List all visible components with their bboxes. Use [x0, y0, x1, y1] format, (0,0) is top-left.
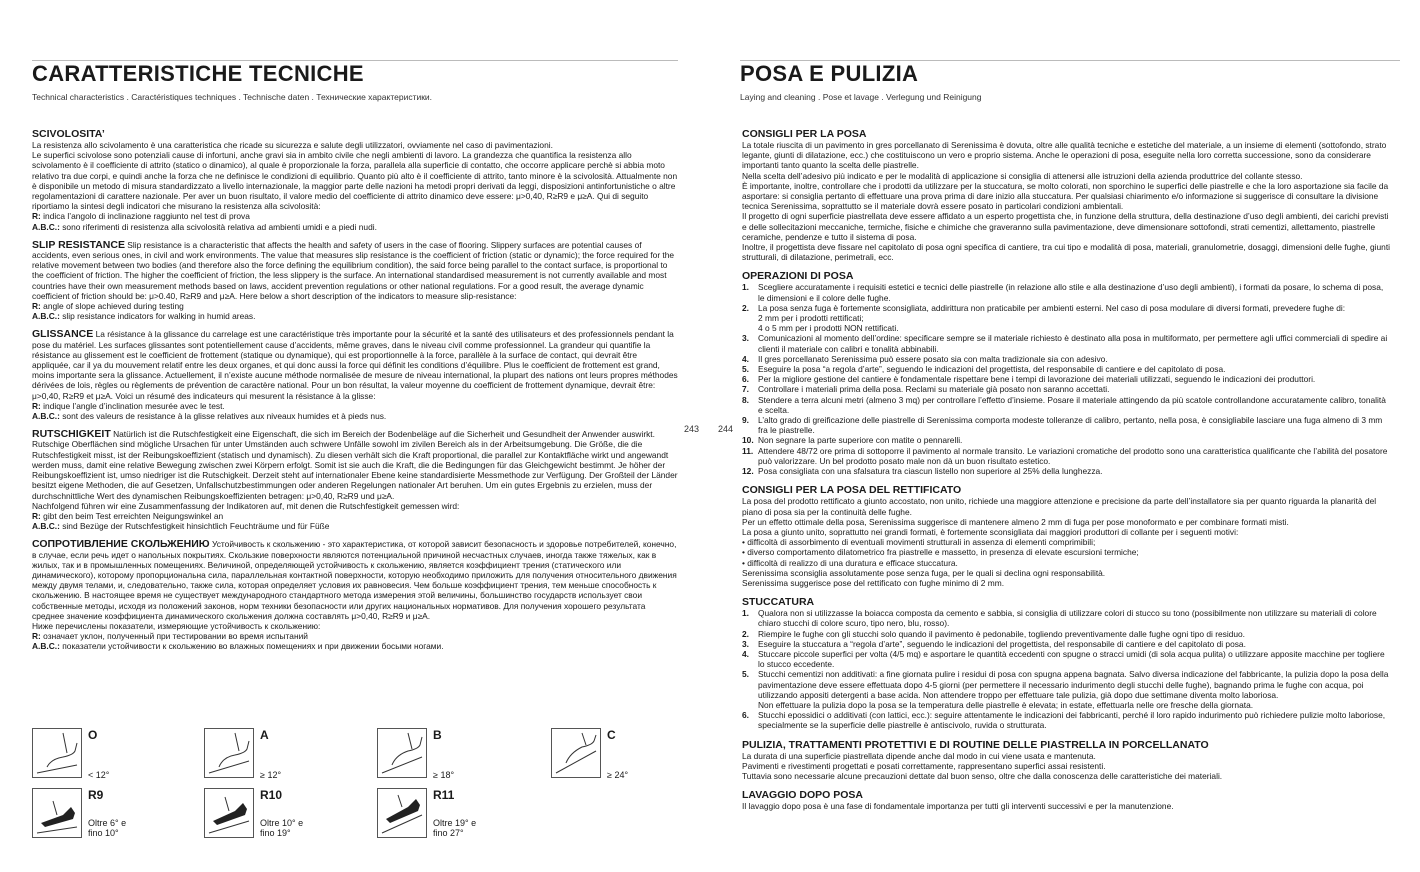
r-definition: R: indica l’angolo di inclinazione raggiunto nel test di prova [32, 211, 250, 222]
indicator-label: R10 [260, 788, 283, 802]
section-pulizia [742, 739, 1392, 782]
section-stuccatura [742, 596, 1392, 730]
list-item: 2 mm per i prodotti rettificati; [758, 313, 864, 324]
slip-indicator-a [204, 728, 364, 784]
paragraph: La totale riuscita di un pavimento in gres porcellanato di Serenissima è dovuta, oltre alle qualità tecniche e estetiche del materiale, a un insieme di elementi (sottofondo, strato legante, giunti di dilatazione, ecc.) che costituiscono un vero e proprio sistema. Anche le operazioni di posa, eseguite nella loro corretta successione, sono da considerare importanti tanto quanto la scelta delle piastrelle. [742, 140, 1387, 171]
section-heading: PULIZIA, TRATTAMENTI PROTETTIVI E DI ROUTINE DELLE PIASTRELLA IN PORCELLANATO [742, 738, 1209, 751]
section-heading: OPERAZIONI DI POSA [742, 270, 854, 283]
page-title: POSA E PULIZIA [740, 61, 919, 86]
list-item: 10. Non segnare la parte superiore con matite o pennarelli. [742, 435, 963, 446]
section-heading: CONSIGLI PER LA POSA [742, 128, 867, 140]
page-subtitle: Laying and cleaning . Pose et lavage . Verlegung und Reinigung [740, 92, 982, 102]
section-heading: SLIP RESISTANCE [32, 238, 125, 251]
slip-indicator-o [32, 728, 192, 784]
section-heading: LAVAGGIO DOPO POSA [742, 789, 863, 802]
section-en [32, 240, 678, 322]
bullet-item: • difficoltà di realizzo di una duratura e efficace stuccatura. [742, 557, 958, 568]
paragraph: La durata di una superficie piastrellata dipende anche dal modo in cui viene usata e mantenuta. [742, 750, 1096, 761]
list-item: 6. Stucchi epossidici o additivati (con lattici, ecc.): seguire attentamente le indicazioni dei fabbricanti, perché il loro rapido indurimento può richiedere pulizie molto laboriose, specialmente se la superficie delle piastrelle è antiscivolo, ruvida o strutturata. [742, 710, 1386, 731]
r-definition: R: gibt den beim Test erreichten Neigungswinkel an [32, 510, 224, 521]
paragraph: Nachfolgend führen wir eine Zusammenfassung der Indikatoren auf, mit denen die Rutschfestigkeit gemessen wird: [32, 500, 460, 511]
paragraph: Nella scelta dell’adesivo più indicato e per le modalità di applicazione si consiglia di attenersi alle istruzioni della azienda produttrice del collante stesso. [742, 170, 1303, 181]
right-page [710, 0, 1420, 872]
slip-indicator-c [551, 728, 710, 784]
paragraph: Tuttavia sono necessarie alcune precauzioni dettate dal buon senso, oltre che dalla conoscenza delle caratteristiche dei materiali. [742, 770, 1223, 781]
list-item: 9. L’alto grado di greificazione delle piastrelle di Serenissima comporta modeste tolleranze di calibro, pertanto, nella posa, è consigliabile lasciare una fuga almeno di 3 mm fra le piastrelle. [742, 415, 1383, 436]
paragraph: Serenissima suggerisce pose del rettificato con fughe minimo di 2 mm. [742, 577, 1005, 588]
indicator-caption: ≥ 18° [433, 770, 455, 780]
indicator-caption: Oltre 6° e fino 10° [88, 818, 127, 838]
bare-foot-ramp-icon [204, 728, 254, 778]
paragraph: Serenissima sconsiglia assolutamente pose senza fuga, per le quali si declina ogni responsabilità. [742, 567, 1106, 578]
list-item: Non effettuare la pulizia dopo la posa se la temperatura delle piastrelle è elevata; in estate, effettuarla nelle ore fresche della giornata. [758, 699, 1254, 710]
page-title: CARATTERISTICHE TECNICHE [32, 61, 364, 86]
paragraph: Il progetto di ogni superficie piastrellata deve essere affidato a un esperto progettista che, in funzione della struttura, della destinazione d’uso degli ambienti, dei carichi previsti e delle sollecitazioni meccaniche, termiche, fisiche e chimiche che graveranno sulla pavimentazione, deve dimensionare sottofondi, strati cementizi, allettamento, piastrelle ceramiche, pendenze e tutto il sistema di posa. [742, 211, 1389, 242]
list-item: 11. Attendere 48/72 ore prima di sottoporre il pavimento al normale transito. Le variazioni cromatiche del prodotto sono una caratteristica qualificante che l’abilità del posatore può valorizzare. Un bel prodotto posato male non dà un buon risultato estetico. [742, 445, 1388, 466]
shoe-ramp-icon [32, 788, 82, 838]
section-heading: CONSIGLI PER LA POSA DEL RETTIFICATO [742, 484, 962, 497]
section-ru [32, 539, 678, 651]
paragraph: È importante, inoltre, controllare che i prodotti da utilizzare per la stuccatura, se molto colorati, non sporchino le superfici delle piastrelle e che la loro asportazione sia facile da asportare: si consiglia pertanto di effettuare una prova prima di dare inizio alla stuccatura. Per qualsiasi chiarimento e/o informazione si suggerisce di consultare la divisione tecnica Serenissima, soprattutto se il materiale dovrà essere posato in particolari condizioni ambientali. [742, 180, 1389, 212]
list-item: 2. Riempire le fughe con gli stucchi solo quando il pavimento è pedonabile, togliendo preventivamente dalle fughe ogni tipo di residuo. [742, 628, 1245, 639]
slip-indicator-r9 [32, 788, 192, 844]
bare-foot-ramp-icon [377, 728, 427, 778]
right-body [742, 128, 1392, 819]
list-item: 5. Stucchi cementizi non additivati: a fine giornata pulire i residui di posa con spugna appena bagnata. Salvo diversa indicazione del fabbricante, la pulizia dopo la posa della pavimentazione deve essere effettuata dopo 4-5 giorni (per permettere il necessario indurimento degli stucchi delle fughe), bagnando prima le fughe con acqua, poi utilizzando appositi detergenti a base acida. Non attendere troppo per effettuare tale pulizia, già dopo due settimane diventa molto laboriosa. [742, 669, 1389, 700]
indicator-caption: Oltre 19° e fino 27° [433, 818, 477, 838]
slip-indicator-b [377, 728, 537, 784]
section-heading: STUCCATURA [742, 596, 815, 609]
section-heading: SCIVOLOSITA’ [32, 128, 105, 140]
section-it [32, 128, 678, 232]
list-item: 4. Il gres porcellanato Serenissima può essere posato sia con malta tradizionale sia con adesivo. [742, 353, 1108, 364]
numbered-list [742, 608, 1392, 730]
paragraph: La resistenza allo scivolamento è una caratteristica che ricade su sicurezza e salute degli utilizzatori, ovviamente nel caso di pavimentazioni. [32, 140, 553, 150]
section-heading: RUTSCHIGKEIT [32, 428, 111, 441]
section-fr [32, 329, 678, 421]
bare-foot-ramp-icon [32, 728, 82, 778]
r-definition: R: означает уклон, полученный при тестировании во время испытаний [32, 631, 308, 642]
list-item: 4. Stuccare piccole superfici per volta (4/5 mq) e asportare le quantità eccedenti con spugne o stracci umidi (di sola acqua pulita) o utilizzare apposite macchine per togliere lo stucco eccedente. [742, 648, 1385, 670]
paragraph: GLISSANCE La résistance à la glissance du carrelage est une caractéristique très importante pour la sécurité et la santé des utilisateurs et des professionnels pendant la pose du matériel. Les surfaces glissantes sont potentiellement cause d’accidents, même graves, dans le niveau civil comme professionnel. La grandeur qui quantifie la résistance au glissement est le coefficient de frottement (statique ou dynamique), qui est proportionnelle à la force, parallèle à la surface de contact, qui devrait être appliquée, car il ya du mouvement relatif entre les deux organes, et qui donc aussi la force qui définit les conditions d’équilibre. Plus le coefficient de frottement est grand, moins importante sera la glissance. Actuellement, il n’existe aucune méthode normalisée de mesure de niveau international, la plupart des nations ont leurs propres méthodes dérivées de lois, règles ou règlements de prévention de caractère national. Pour un bon résultat, la valeur moyenne du coefficient de frottement dynamique, devrait être: μ>0,40, R≥R9 et μ≥A. Voici un résumé des indicateurs qui mesurent la résistance à la glisse: [32, 328, 678, 401]
r-definition: R: angle of slope achieved during testing [32, 301, 184, 312]
slip-indicator-r10 [204, 788, 364, 844]
slip-indicator-r11 [377, 788, 537, 844]
shoe-ramp-icon [204, 788, 254, 838]
section-heading: СОПРОТИВЛЕНИЕ СКОЛЬЖЕНИЮ [32, 538, 210, 551]
indicator-label: R11 [433, 788, 455, 802]
paragraph: Le superfici scivolose sono potenziali cause di infortuni, anche gravi sia in ambito civile che negli ambienti di lavoro. La grandezza che quantifica la resistenza allo scivolamento è il coefficiente di attrito (statico o dinamico), al quale è proporzionale la forza, parallela alla superficie di contatto, che occorre applicare perchè si abbia moto relativo tra due corpi, e quindi anche la forza che ne definisce le condizioni di equilibrio. Quanto più alto è il coefficiente di attrito, tanto minore è la scivolosità. Attualmente non è disponibile un metodo di misura standardizzato a livello internazionale, la maggior parte delle nazioni ha metodi propri derivati da leggi, disposizioni antinfortunistiche o altre regolamentazioni di carattere nazionale. Per aver un buon risultato, il valore medio del coefficiente di attrito dinamico deve essere: μ>0,40, R≥R9 e μ≥A. Qui di seguito riportiamo la sintesi degli indicatori che misurano la resistenza alla scivolosità: [32, 150, 678, 212]
bullet-item: • diverso comportamento dilatometrico fra piastrelle e massetto, in presenza di elevate escursioni termiche; [742, 547, 1139, 558]
list-item: 3. Eseguire la stuccatura a “regola d’arte”, seguendo le indicazioni del progettista, del responsabile di cantiere e del capitolato di posa. [742, 638, 1246, 649]
section-rettificato [742, 484, 1392, 588]
list-item: 12. Posa consigliata con una sfalsatura tra ciascun listello non superiore al 25% della lunghezza. [742, 466, 1103, 477]
list-item: 7. Controllare i materiali prima della posa. Reclami su materiale già posato non saranno accettati. [742, 384, 1110, 395]
paragraph: Il lavaggio dopo posa è una fase di fondamentale importanza per tutti gli interventi successivi e per la manutenzione. [742, 801, 1174, 812]
r-definition: R: indique l’angle d’inclination mesurée avec le test. [32, 400, 225, 411]
section-heading: GLISSANCE [32, 328, 94, 341]
section-de [32, 429, 678, 531]
paragraph: SLIP RESISTANCE Slip resistance is a characteristic that affects the health and safety of users in the case of flooring. Slippery surfaces are potential causes of accidents, even serious ones, in civil and work environments. The value that measures slip resistance is the coefficient of friction (static or dynamic); the force required for the relative movement between two bodies (and therefore also the force defining the equilibrium condition), the said force being parallel to the contact surface, is proportional to the coefficient of friction. The higher the coefficient of friction, the less slippery is the surface. An international standardised measurement is not currently available and most countries have their own measurement methods based on laws, accident prevention regulations or other national regulations. For a good result, the average dynamic coefficient of friction should be: μ>0.40, R≥R9 and μ≥A. Here below a short description of the indicators to measure slip-resistance: [32, 238, 675, 301]
paragraph: Per un effetto ottimale della posa, Serenissima suggerisce di mantenere almeno 2 mm di fuga per pose monoformato e per combinare formati misti. [742, 516, 1289, 527]
list-item: 4 o 5 mm per i prodotti NON rettificati. [758, 323, 899, 334]
section-consigli [742, 128, 1392, 262]
abc-definition: A.B.C.: slip resistance indicators for walking in humid areas. [32, 311, 256, 322]
bullet-item: • difficoltà di assorbimento di eventuali movimenti strutturali in assenza di elementi comprimibili; [742, 537, 1096, 548]
left-body [32, 128, 678, 660]
list-item: 3. Comunicazioni al momento dell’ordine: specificare sempre se il materiale richiesto è destinato alla posa in multiformato, per permettere agli uffici commerciali di spedire ai clienti il materiale con calibri e tonalità abbinabili. [742, 333, 1388, 354]
indicator-label: O [88, 728, 98, 742]
paragraph: СОПРОТИВЛЕНИЕ СКОЛЬЖЕНИЮ Устойчивость к скольжению - это характеристика, от которой зависит безопасность и здоровье потребителей, конечно, в случае, если речь идет о напольных покрытиях. Скользкие поверхности являются потенциальной причиной несчастных случаев, иногда также тяжелых, как в жилых, так и в промышленных помещениях. Величиной, определяющей устойчивость к скольжению, является коэффициент трения (статического или динамического), которому пропорциональна сила, параллельная контактной поверхности, которую необходимо приложить для получения относительного движения между двумя телами, и, следовательно, также сила, которая определяет условия их равновесия. Чем больше коэффициент трения, тем меньше способность к скольжению. В настоящее время не существует международного стандартного метода измерения этой величины, большинство государств использует свои собственные методы, исходя из положений законов, норм техники безопасности или других национальных нормативов. Для получения хорошего результата среднее значение коэффициента динамического скольжения должна составлять μ>0,40, R≥R9 и μ≥A. [32, 538, 677, 621]
list-item: 6. Per la migliore gestione del cantiere è fondamentale rispettare bene i tempi di lavorazione dei materiali utilizzati, seguendo le indicazioni dei produttori. [742, 374, 1316, 385]
list-item: 8. Stendere a terra alcuni metri (almeno 3 mq) per controllare l’effetto d’insieme. Posare il materiale attingendo da più scatole controllandone accuratamente calibro, tonalità e scelta. [742, 394, 1386, 415]
indicator-caption: Oltre 10° e fino 19° [260, 818, 304, 838]
list-item: 2. La posa senza fuga è fortemente sconsigliata, addirittura non praticabile per ambienti esterni. Nel caso di posa modulare di diversi formati, prevedere fughe di: [742, 302, 1346, 313]
paragraph: La posa a giunto unito, soprattutto nei grandi formati, è fortemente sconsigliata dai maggiori produttori di collante per i seguenti motivi: [742, 526, 1239, 537]
indicator-label: R9 [88, 788, 104, 802]
page-number: 243 [684, 424, 700, 434]
abc-definition: A.B.C.: sind Bezüge der Rutschfestigkeit hinsichtlich Feuchträume und für Füße [32, 521, 330, 532]
bare-foot-ramp-icon [551, 728, 601, 778]
abc-definition: A.B.C.: показатели устойчивости к скольжению во влажных помещениях и при движении босыми ногами. [32, 641, 444, 652]
list-item: 5. Eseguire la posa “a regola d’arte”, seguendo le indicazioni del progettista, del responsabile di cantiere e del capitolato di posa. [742, 364, 1226, 375]
numbered-list [742, 282, 1392, 476]
paragraph: Inoltre, il progettista deve fissare nel capitolato di posa ogni specifica di cantiere, tra cui tipo e modalità di posa, materiali, granulometrie, dosaggi, dimensioni delle fughe, giunti strutturali, di dilatazione, perimetrali, ecc. [742, 242, 1391, 263]
indicator-label: A [260, 728, 269, 742]
indicator-label: C [607, 728, 616, 742]
paragraph: Ниже перечислены показатели, измеряющие устойчивость к скольжению: [32, 620, 321, 631]
section-lavaggio [742, 789, 1392, 811]
indicator-label: B [433, 728, 442, 742]
page-number: 244 [718, 424, 734, 434]
abc-definition: A.B.C.: sono riferimenti di resistenza alla scivolosità relativa ad ambienti umidi e a piedi nudi. [32, 221, 377, 232]
abc-definition: A.B.C.: sont des valeurs de resistance à la glisse relatives aux niveaux humides et à pieds nus. [32, 411, 387, 422]
paragraph: La posa del prodotto rettificato a giunto accostato, non unito, richiede una maggiore attenzione e precisione da parte dell’installatore sia per quanto riguarda la planarità del piano di posa sia per la continuità delle fughe. [742, 496, 1377, 517]
indicator-caption: ≥ 12° [260, 770, 282, 780]
page-subtitle: Technical characteristics . Caractéristiques techniques . Technische daten . Технические характеристики. [32, 92, 433, 102]
shoe-ramp-icon [377, 788, 427, 838]
indicator-caption: < 12° [88, 770, 110, 780]
list-item: 1. Qualora non si utilizzasse la boiacca composta da cemento e sabbia, si consiglia di utilizzare colori di stucco su tono (possibilmente non utilizzare su materiali di colore chiaro stucchi di colore scuro, tipo nero, blu, rosso). [742, 608, 1377, 629]
section-operazioni [742, 270, 1392, 476]
paragraph: Pavimenti e rivestimenti progettati e posati correttamente, rappresentano superfici assai resistenti. [742, 760, 1106, 771]
paragraph: RUTSCHIGKEIT Natürlich ist die Rutschfestigkeit eine Eigenschaft, die sich im Bereich der Bodenbeläge auf die Sicherheit und Gesundheit der Anwender auswirkt. Rutschige Oberflächen sind mögliche Ursachen für unter Umständen auch schwere Unfälle sowohl im zivilen Bereich als in der Arbeitsumgebung. Die Größe, die die Rutschfestigkeit misst, ist der Reibungskoeffizient (statisch und dynamisch). Zu diesen verhält sich die Kraft proportional, die parallel zur Kontaktfläche wirkt und angewandt werden muss, damit eine relative Bewegung zwischen zwei Körpern erfolgt. Somit ist sie auch die Kraft, die die Bedingungen für das Gleichgewicht bestimmt. Je höher der Reibungskoeffizient ist, umso niedriger ist die Rutschigkeit. Derzeit steht auf internationaler Ebene keine standardisierte Messmethode zur Verfügung. Der Großteil der Länder besitzt eigene Methoden, die auf Gesetzen, Unfallschutzbestimmungen oder anderen Regelungen nationaler Art beruhen. Um ein gutes Ergebnis zu erzielen, muss der durchschnittliche Wert des dynamischen Reibungskoeffizienten betragen: μ>0,40, R≥R9 und μ≥A. [32, 428, 678, 501]
slip-indicator-grid [32, 728, 652, 848]
list-item: 1. Scegliere accuratamente i requisiti estetici e tecnici delle piastrelle (in relazione allo stile e alla destinazione d’uso degli ambienti), i formati da posare, lo schema di posa, le dimensioni e il colore delle fughe. [742, 282, 1384, 303]
indicator-caption: ≥ 24° [607, 770, 629, 780]
